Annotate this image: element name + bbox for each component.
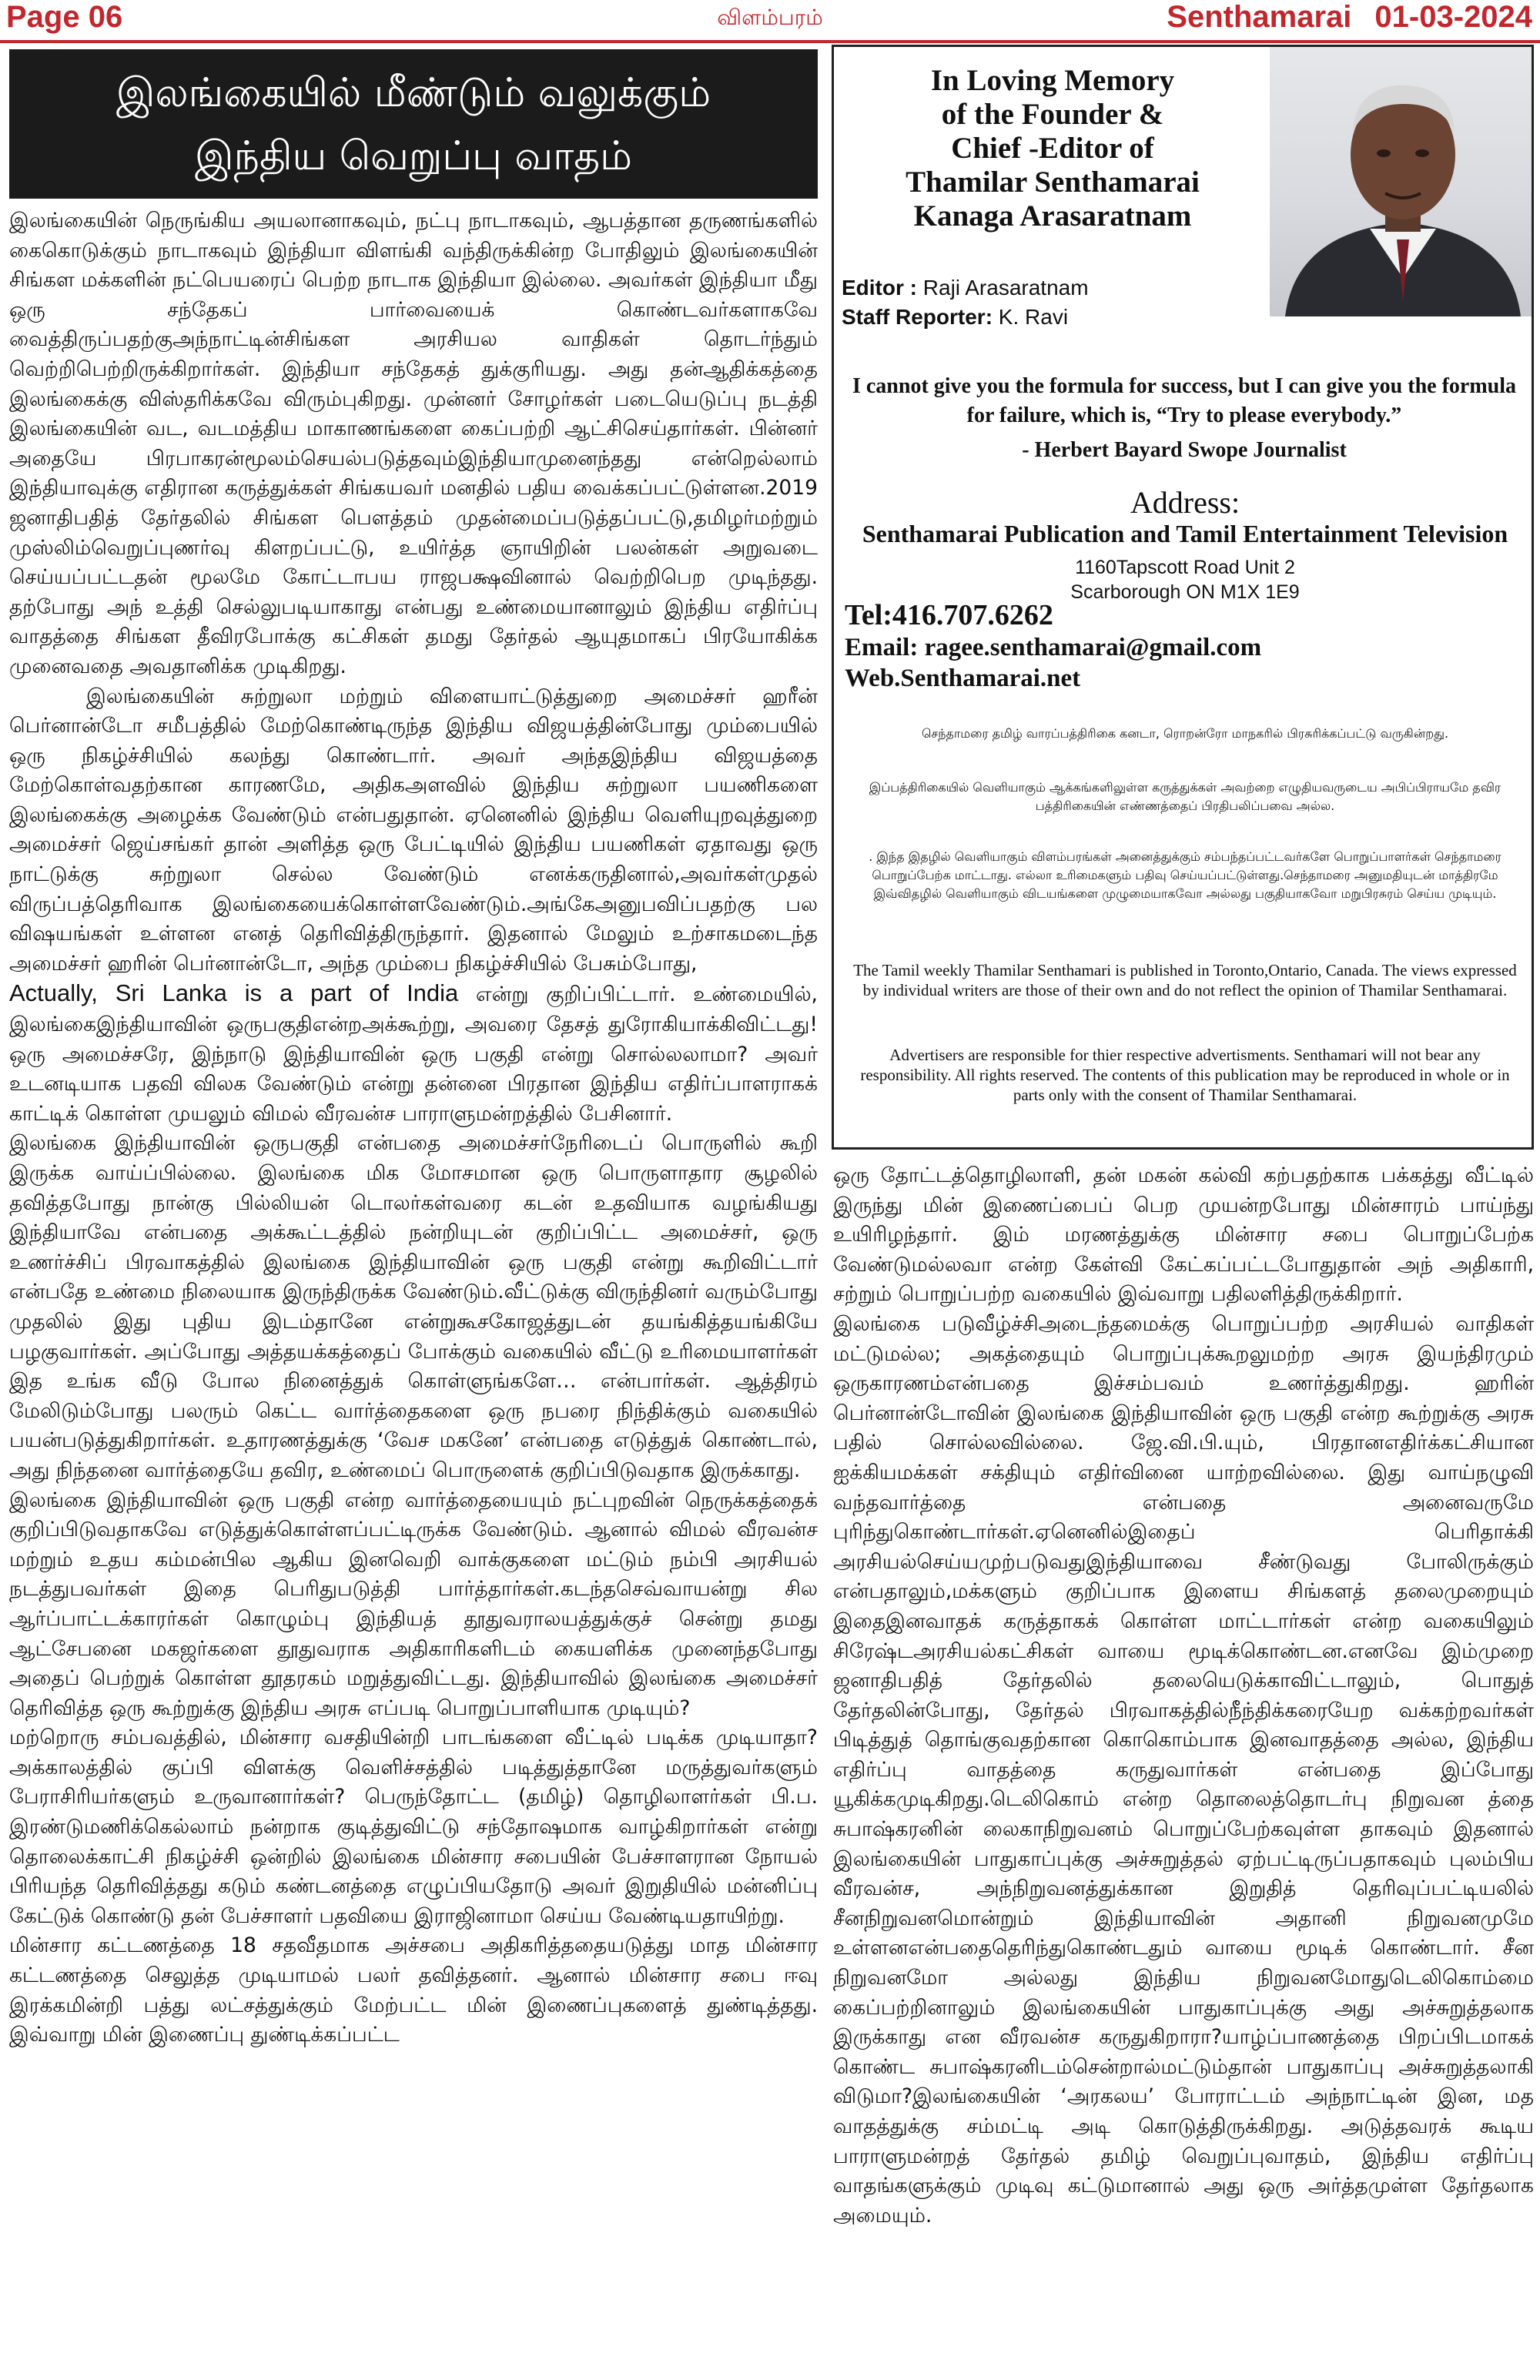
paper-name: Senthamarai (1167, 0, 1352, 34)
english-notice: The Tamil weekly Thamilar Senthamari is published in Toronto,Ontario, Canada. The views expressed by individual writers are those of their own and do not reflect the opinion of Thamilar Senthamarai. (853, 961, 1517, 999)
city-address: Scarborough ON M1X 1E9 (1070, 581, 1300, 603)
memorial-title (845, 64, 1260, 233)
article-paragraph: இலங்கையின் நெருங்கிய அயலானாகவும், நட்பு நாடாகவும், ஆபத்தான தருணங்களில் கைகொடுக்கும் நாடாகவும் இந்தியா விளங்கி வந்திருக்கின்ற போதிலும் இலங்கையின் சிங்கள மக்களின் நட்பெயரைப் பெற்ற நாடாக இந்தியா இல்லை. அவர்கள் இந்தியா மீது ஒரு சந்தேகப் பார்வையைக் கொண்டவர்களாகவே வைத்திருப்பதற்குஅந்நாட்டின்சிங்கள அரசியல வாதிகள் தொடர்ந்தும் வெற்றிபெற்றிருக்கிறார்கள். இந்தியா சந்தேகத் துக்குரியது. அது தன்ஆதிக்கத்தை இலங்கைக்கு விஸ்தரிக்கவே விரும்புகிறது. முன்னர் சோழர்கள் படையெடுப்பு நடத்தி இலங்கையின் வட, வடமத்திய மாகாணங்களை கைப்பற்றி ஆட்சிசெய்தார்கள். பின்னர் அதையே பிரபாகரன்மூலம்செயல்படுத்தவும்இந்தியாமுனைந்தது என்றெல்லாம் இந்தியாவுக்கு எதிரான கருத்துக்கள் சிங்கயவர் மனதில் பதிய வைக்கப்பட்டுள்ளன.2019 ஜனாதிபதித் தேர்தலில் சிங்கள பௌத்தம் முதன்மைப்படுத்தப்பட்டு,தமிழர்மற்றும் முஸ்லிம்வெறுப்புணர்வு கிளறப்பட்டு, உயிர்த்த ஞாயிறின் பலன்கள் அறுவடை செய்யப்பட்டதன் மூலமே கோட்டாபய ராஜபக்ஷவினால் வெற்றிபெற முடிந்தது. தற்போது அந் உத்தி செல்லுபடியாகாது என்பது உண்மையானாலும் இந்திய எதிர்ப்பு வாதத்தை சிங்கள தீவிரபோக்கு கட்சிகள் தமது தேர்தல் ஆயுதமாகப் பிரயோகிக்க முனைவதை அவதானிக்க முடிகிறது. (9, 209, 818, 678)
article-paragraph: இலங்கை இந்தியாவின் ஒருபகுதி என்பதை அமைச்சர்நேரிடைப் பொருளில் கூறி இருக்க வாய்ப்பில்லை. இலங்கை மிக மோசமான ஒரு பொருளாதார சூழலில் தவித்தபோது நான்கு பில்லியன் டொலர்கள்வரை கடன் உதவியாக வழங்கியது இந்தியாவே என்பதை அக்கூட்டத்தில் நன்றியுடன் குறிப்பிட்ட அமைச்சர், ஒரு உணர்ச்சிப் பிரவாகத்தில் இலங்கை இந்தியாவின் ஒரு பகுதி என்று கூறிவிட்டார் என்பதே உண்மை நிலையாக இருந்திருக்க வேண்டும்.வீட்டுக்கு விருந்தினர் வரும்போது முதலில் இது புதிய இடம்தானே என்றுகூசகோஜத்துடன் தயங்கித்தயங்கியே பழகுவார்கள். அப்போது அத்தயக்கத்தைப் போக்கும் வகையில் வீட்டு உரிமையாளர்கள் இத உங்க வீடு போல நினைத்துக் கொள்ளுங்களே… என்பார்கள். ஆத்திரம் மேலிடும்போது பலரும் கெட்ட வார்த்தைகளை ஒரு நபரை நிந்திக்கும் வகையில் பயன்படுத்துகிறார்கள். உதாரணத்துக்கு ‘வேச மகனே’ என்பதை எடுத்துக் கொண்டால், அது நிந்தனை வார்த்தையே தவிர, உண்மைப் பொருளைக் குறிப்பிடுவதாக இருக்காது. (9, 1131, 818, 1482)
page-header (0, 0, 1540, 42)
headline-line-1: இலங்கையில் மீண்டும் வலுக்கும் (116, 70, 711, 116)
article-right-column (833, 1161, 1534, 2374)
reporter-name: K. Ravi (998, 305, 1069, 329)
reporter-label: Staff Reporter: (842, 305, 993, 329)
street-address: 1160Tapscott Road Unit 2 (1075, 557, 1295, 578)
quote-text: I cannot give you the formula for success, but I can give you the formula for failure, which is, “Try to please everybody.” (852, 374, 1516, 427)
memorial-box (832, 45, 1534, 1150)
issue-date: 01-03-2024 (1374, 0, 1532, 34)
website: Web.Senthamarai.net (845, 664, 1081, 692)
page-number: Page 06 (6, 0, 123, 34)
issue-info (1167, 0, 1532, 35)
quote-author: - Herbert Bayard Swope Journalist (1022, 438, 1347, 462)
memorial-title-line: Kanaga Arasaratnam (913, 199, 1192, 233)
address-label: Address: (1130, 485, 1240, 520)
tamil-notice: இப்பத்திரிகையில் வெளியாகும் ஆக்கங்களிலுள்ள கருத்துக்கள் அவற்றை எழுதியவருடைய அபிப்பிராயமே தவிர பத்திரிகையின் எண்ணத்தைப் பிரதிபலிப்பவை அல்ல. (869, 780, 1502, 813)
article-paragraph-quote (9, 979, 818, 1129)
publisher-name: Senthamarai Publication and Tamil Entertainment Television (862, 520, 1508, 547)
article-paragraph: மற்றொரு சம்பவத்தில், மின்சார வசதியின்றி பாடங்களை வீட்டில் படிக்க முடியாதா? அக்காலத்தில் குப்பி விளக்கு வெளிச்சத்தில் படித்துத்தானே மருத்துவர்களும் பேராசிரியர்களும் உருவானார்கள்? பெருந்தோட்ட (தமிழ்) தொழிலாளர்கள் பி.ப. இரண்டுமணிக்கெல்லாம் நன்றாக குடித்துவிட்டு சந்தோஷமாக வாழ்கிறார்கள் என்று தொலைக்காட்சி நிகழ்ச்சி ஒன்றில் இலங்கை மின்சார சபையின் பேச்சாளரான நோயல் பிரியந்த தெரிவித்தது கடும் கண்டனத்தை எழுப்பியதோடு அவர் இறுதியில் மன்னிப்பு கேட்டுக் கொண்டு தன் பேச்சாளர் பதவியை இராஜினாமா செய்ய வேண்டியதாயிற்று. (9, 1726, 818, 1928)
founder-photo (1270, 47, 1534, 316)
article-left-column (9, 206, 818, 2374)
memorial-title-line: Thamilar Senthamarai (906, 166, 1200, 199)
article-paragraph: இலங்கை படுவீழ்ச்சிஅடைந்தமைக்கு பொறுப்பற்ற அரசியல் வாதிகள் மட்டுமல்ல; அகத்தையும் பொறுப்புக்கூறலுமற்ற அரசு இயந்திரமும் ஒருகாரணம்என்பதை இச்சம்பவம் உணர்த்துகிறது. ஹரின் பெர்னான்டோவின் இலங்கை இந்தியாவின் ஒரு பகுதி என்ற கூற்றுக்கு அரசு பதில் சொல்லவில்லை. ஜே.வி.பி.யும், பிரதானஎதிர்க்கட்சியான ஐக்கியமக்கள் சக்தியும் எதிர்வினை யாற்றவில்லை. இது வாய்நழுவி வந்தவார்த்தை என்பதை அனைவருமே புரிந்துகொண்டார்கள்.ஏனெனில்இதைப் பெரிதாக்கி அரசியல்செய்யமுற்படுவதுஇந்தியாவை சீண்டுவது போலிருக்கும் என்பதாலும்,மக்களும் குறிப்பாக இளைய சிங்களத் தலைமுறையும் இதைஇனவாதக் கருத்தாகக் கொள்ள மாட்டார்கள் என்ற வகையிலும் சிரேஷ்டஅரசியல்கட்சிகள் வாயை மூடிக்கொண்டன.எனவே இம்முறை ஜனாதிபதித் தேர்தலில் தலையெடுக்காவிட்டாலும், பொதுத் தேர்தலின்போது, தேர்தல் பிரவாகத்தில்நீந்திக்கரையேற வக்கற்றவர்கள் பிடித்துத் தொங்குவதற்கான கொகொம்பாக இனவாதத்தை அல்ல, இந்திய எதிர்ப்பு வாதத்தை கருதுவார்கள் என்பதை இப்போது யூகிக்கமுடிகிறது.டெலிகொம் என்ற தொலைத்தொடர்பு நிறுவன த்தை சுபாஷ்கரனின் லைகாநிறுவனம் பொறுப்பேற்கவுள்ள தாகவும் இதனால் இலங்கையின் பாதுகாப்புக்கு அச்சுறுத்தல் ஏற்பட்டிருப்பதாகவும் புலம்பிய வீரவன்ச, அந்நிறுவனத்துக்கான இறுதித் தெரிவுப்பட்டியலில் சீனநிறுவனமொன்றும் இந்தியாவின் அதானி நிறுவனமுமே உள்ளனஎன்பதைதெரிந்துகொண்டதும் வாயை மூடிக் கொண்டார். சீன நிறுவனமோ அல்லது இந்திய நிறுவனமோதுடெலிகொம்மை கைப்பற்றினாலும் இலங்கையின் பாதுகாப்புக்கு அது அச்சுறுத்தலாக இருக்காது என வீரவன்ச கருதுகிறாரா?யாழ்ப்பாணத்தை பிறப்பிடமாகக் கொண்ட சுபாஷ்கரனிடம்சென்றால்மட்டும்தான் பாதுகாப்பு அச்சுறுத்தலாகி விடுமா?இலங்கையின் ‘அரகலய’ போராட்டம் அந்நாட்டின் இன, மத வாதத்துக்கு சம்மட்டி அடி கொடுத்திருக்கிறது. அடுத்தவரக் கூடிய பாராளுமன்றத் தேர்தல் தமிழ் வெறுப்புவாதம், இந்திய எதிர்ப்பு வாதங்களுக்கும் முடிவு கட்டுமானால் அது ஒரு அர்த்தமுள்ள தேர்தலாக அமையும். (833, 1311, 1534, 2228)
editor-line (842, 273, 1089, 303)
article-paragraph: ஒரு தோட்டத்தொழிலாளி, தன் மகன் கல்வி கற்பதற்காக பக்கத்து வீட்டில் இருந்து மின் இணைப்பைப் பெற முயன்றபோது மின்சாரம் பாய்ந்து உயிரிழந்தார். இம் மரணத்துக்கு மின்சார சபை பொறுப்பேற்க வேண்டுமல்லவா என்ற கேள்வி கேட்கப்பட்டபோதுதான் அந் அதிகாரி, சற்றும் பொறுப்பற்ற வகையில் இவ்வாறு பதிலளித்திருக்கிறார். (833, 1163, 1534, 1307)
header-rule (0, 40, 1540, 43)
tamil-notice: . இந்த இதழில் வெளியாகும் விளம்பரங்கள் அனைத்துக்கும் சம்பந்தப்பட்டவர்களே பொறுப்பாளர்கள் செந்தாமரை பொறுப்பேற்க மாட்டாது. எல்லா உரிமைகளும் பதிவு செய்யப்பட்டுள்ளது.செந்தாமரை அனுமதியுடன் மாத்திரமே இவ்விதழில் வெளியாகும் விடயங்களை முழுமையாகவோ அல்லது பகுதியாகவோ மறுபிரசுரம் செய்ய முடியும். (869, 849, 1502, 901)
article-headline (9, 49, 818, 199)
memorial-title-line: Chief -Editor of (951, 132, 1154, 165)
editor-label: Editor : (842, 276, 917, 300)
telephone: Tel:416.707.6262 (845, 599, 1053, 631)
english-quote: Actually, Sri Lanka is a part of India (9, 979, 459, 1007)
founder-portrait-illustration (1270, 47, 1534, 316)
article-paragraph: இலங்கை இந்தியாவின் ஒரு பகுதி என்ற வார்த்தையையும் நட்புறவின் நெருக்கத்தைக் குறிப்பிடுவதாகவே எடுத்துக்கொள்ளப்பட்டிருக்க வேண்டும். ஆனால் விமல் வீரவன்ச மற்றும் உதய கம்மன்பில ஆகிய இனவெறி வாக்குகளை மட்டும் நம்பி அரசியல் நடத்துபவர்கள் இதை பெரிதுபடுத்தி பார்த்தார்கள்.கடந்தசெவ்வாயன்று சில ஆர்ப்பாட்டக்காரர்கள் கொழும்பு இந்தியத் தூதுவராலயத்துக்குச் சென்று தமது ஆட்சேபனை மகஜர்களை தூதுவராக அதிகாரிகளிடம் கையளிக்க முனைந்தபோது அதைப் பெற்றுக் கொள்ள தூதரகம் மறுத்துவிட்டது. இந்தியாவில் இலங்கை அமைச்சர் தெரிவித்த ஒரு கூற்றுக்கு இந்திய அரசு எப்படி பொறுப்பாளியாக முடியும்? (9, 1488, 818, 1720)
headline-line-2: இந்திய வெறுப்பு வாதம் (195, 133, 632, 179)
article-paragraph: மின்சார கட்டணத்தை 18 சதவீதமாக அச்சபை அதிகரித்ததையடுத்து மாத மின்சார கட்டணத்தை செலுத்த முடியாமல் பலர் தவித்தனர். ஆனால் மின்சார சபை ஈவு இரக்கமின்றி பத்து லட்சத்துக்கும் மேற்பட்ட மின் இணைப்புகளைத் துண்டித்தது. இவ்வாறு மின் இணைப்பு துண்டிக்கப்பட்ட (9, 1933, 818, 2047)
memorial-title-line: In Loving Memory (930, 64, 1175, 97)
quote-continuation: என்று குறிப்பிட்டார். உண்மையில், இலங்கைஇந்தியாவின் ஒருபகுதிஎன்றஅக்கூற்று, அவரை தேசத் துரோகியாக்கிவிட்டது! ஒரு அமைச்சரே, இந்நாடு இந்தியாவின் ஒரு பகுதி என்று சொல்லலாமா? அவர் உடனடியாக பதவி விலக வேண்டும் என்று தன்னை பிரதான இந்திய எதிர்ப்பாளராகக் காட்டிக் கொள்ள முயலும் விமல் வீரவன்ச பாராளுமன்றத்தில் பேசினார். (9, 982, 818, 1126)
editor-name: Raji Arasaratnam (922, 276, 1089, 300)
article-paragraph: இலங்கையின் சுற்றுலா மற்றும் விளையாட்டுத்துறை அமைச்சர் ஹரீன் பெர்னான்டோ சமீபத்தில் மேற்கொண்டிருந்த இந்திய விஜயத்தின்போது மும்பையில் ஒரு நிகழ்ச்சியில் கலந்து கொண்டார். அவர் அந்தஇந்திய விஜயத்தை மேற்கொள்வதற்கான காரணமே, அதிகஅளவில் இந்திய சுற்றுலா பயணிகளை இலங்கைக்கு அழைக்க வேண்டும் என்பதுதான். ஏனெனில் இந்திய வெளியுறவுத்துறை அமைச்சர் ஜெய்சங்கர் தான் அளித்த ஒரு பேட்டியில் இந்திய பயணிகள் ஏதாவது ஒரு நாட்டுக்கு சுற்றுலா செல்ல வேண்டும் எனக்கருதினால்,அவர்கள்முதல் விருப்பத்தெரிவாக இலங்கையைக்கொள்ளவேண்டும்.அங்கேஅனுபவிப்பதற்கு பல விஷயங்கள் உள்ளன எனத் தெரிவித்திருந்தார். இதனால் மேலும் உற்சாகமடைந்த அமைச்சர் ஹரின் பெர்னான்டோ, அந்த மும்பை நிகழ்ச்சியில் பேசும்போது, (9, 684, 818, 976)
email-address: Email: ragee.senthamarai@gmail.com (845, 634, 1262, 661)
section-label: விளம்பரம் (717, 5, 823, 30)
tamil-notice: செந்தாமரை தமிழ் வாரப்பத்திரிகை கனடா, ரொறன்ரோ மாநகரில் பிரசுரிக்கப்பட்டு வருகின்றது. (921, 726, 1449, 741)
memorial-title-line: of the Founder & (941, 98, 1164, 131)
english-notice: Advertisers are responsible for thier respective advertisments. Senthamari will not bear any responsibility. All rights reserved. The contents of this publication may be reproduced in whole or in parts only with the consent of Thamilar Senthamarai. (860, 1046, 1510, 1104)
staff-credits (842, 273, 1089, 332)
reporter-line (842, 303, 1089, 332)
